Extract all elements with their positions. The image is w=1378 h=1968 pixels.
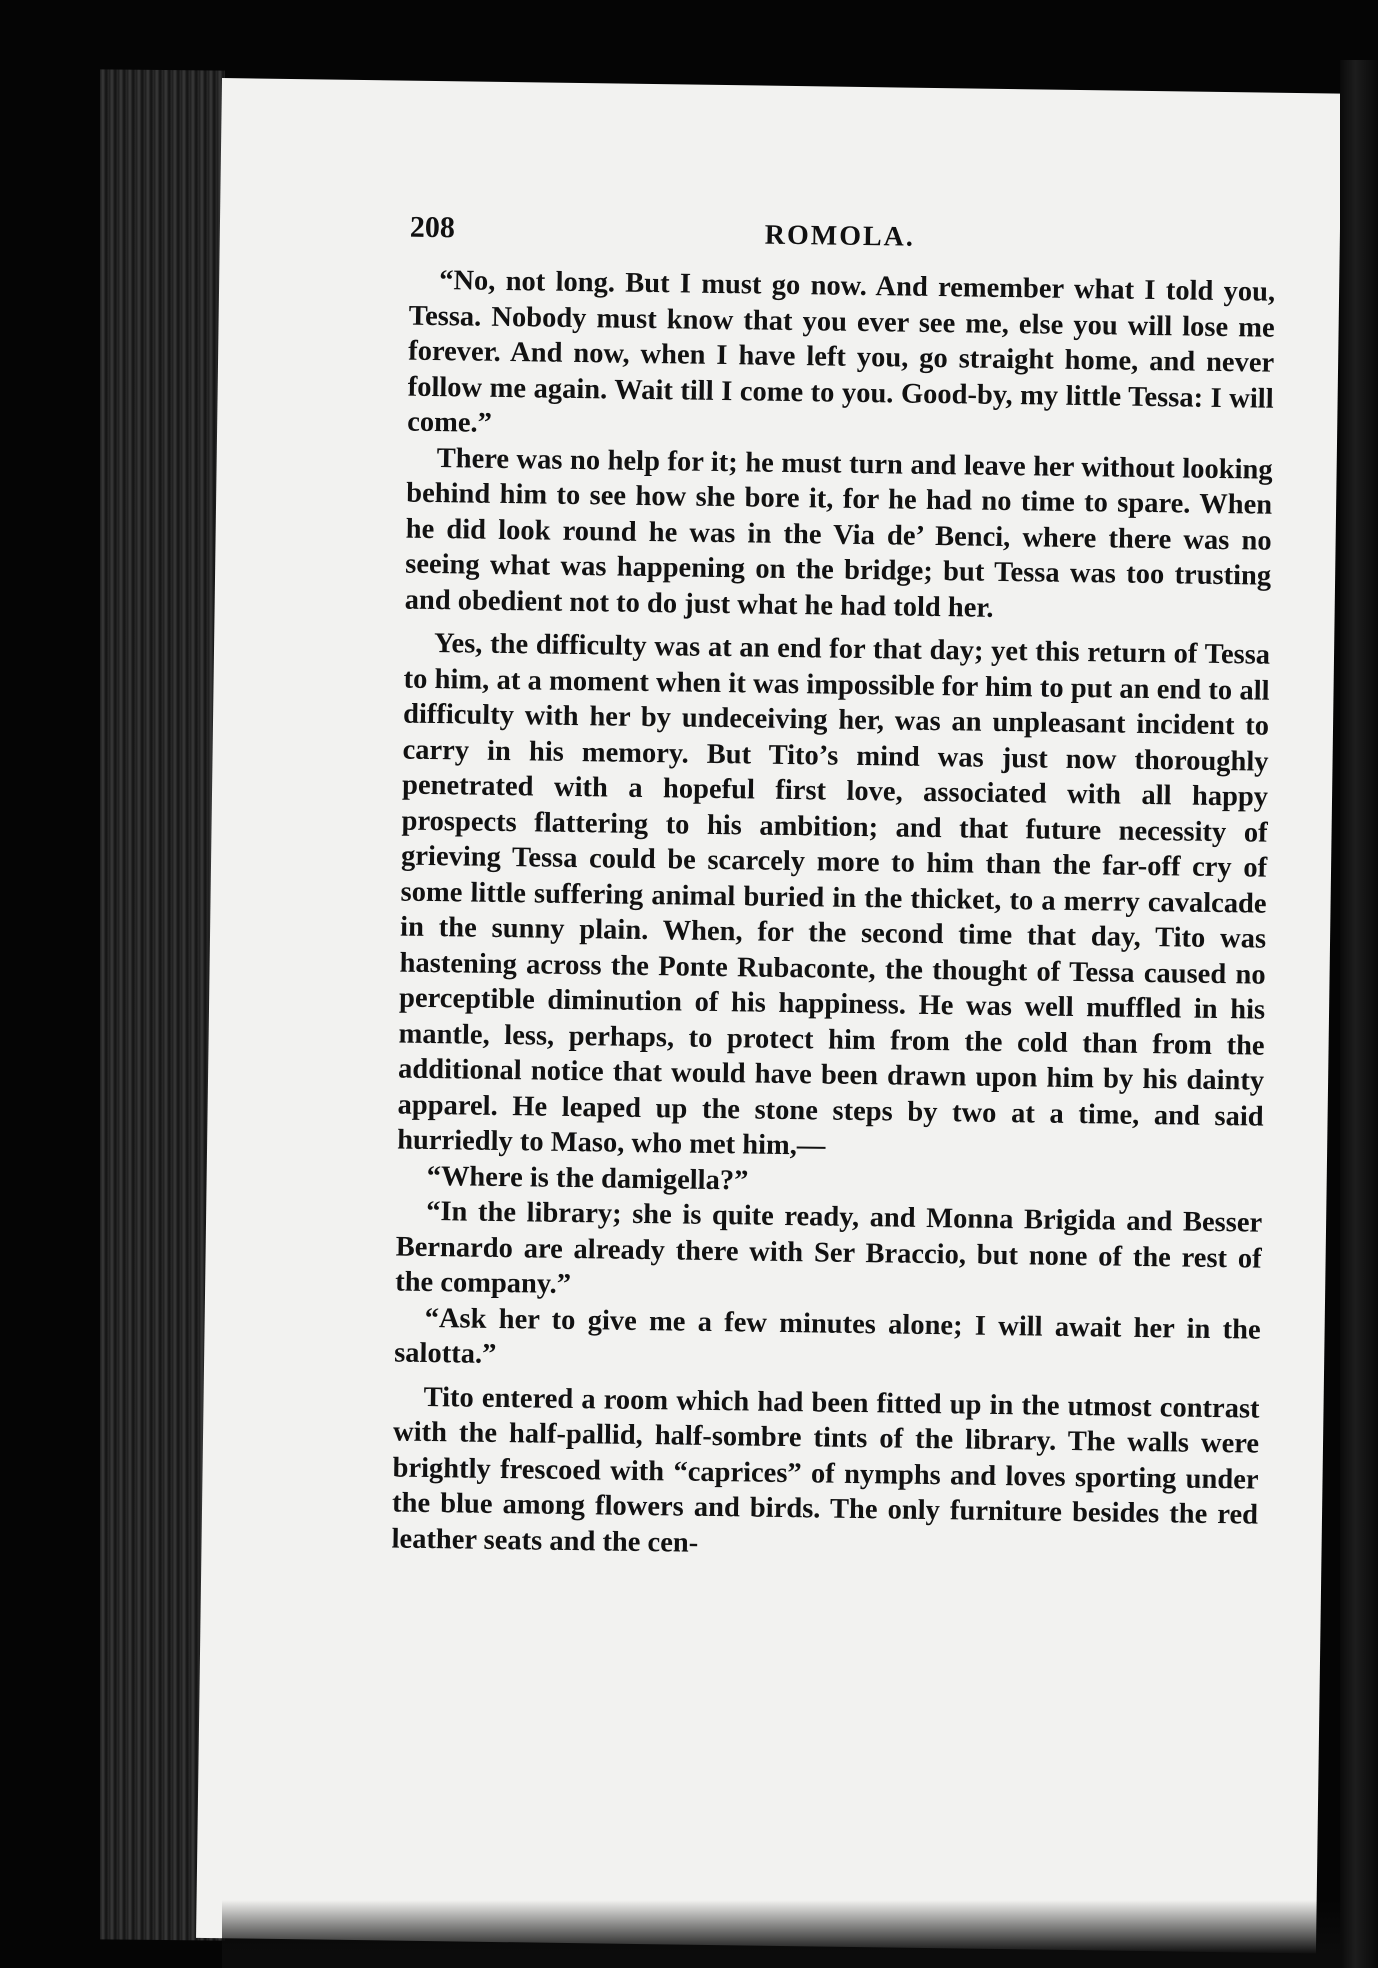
paragraph-no-help: There was no help for it; he must turn and leave her without looking behind him to see how she bore it, for he had no time to spare. When he did look round he was in the Via de’ Benci, where there was no seeing what was happening on the bridge; but Tessa was too trusting and obedient not to do just what he had told her. — [404, 442, 1273, 624]
bottom-shadow — [222, 1900, 1342, 1968]
paragraph-where-damigella: “Where is the damigella?” — [426, 1160, 749, 1196]
paragraph-ask-her: “Ask her to give me a few minutes alone; I will await her in the salotta.” — [393, 1302, 1261, 1370]
page-number: 208 — [409, 210, 456, 245]
paragraph-tito-entered: Tito entered a room which had been fitted up in the utmost contrast with the half-pallid, half-sombre tints of the library. The walls were brightly frescoed with “caprices” of nymphs and loves sporting under the blue among flowers and birds. The only furniture besides the red leather seats and the cen- — [391, 1381, 1260, 1559]
running-head — [410, 211, 1270, 263]
body-text — [391, 263, 1275, 1569]
paragraph-difficulty: Yes, the difficulty was at an end for that day; yet this return of Tessa to him, at a moment when it was impossible for him to put an end to all difficulty with her by undeceiving her, was an unpleasant incident to carry in his memory. But Tito’s mind was just now thoroughly penetrated with a hopeful first love, associated with all happy prospects flattering to his ambition; and that future necessity of grieving Tessa could be scarcely more to him than the far-off cry of some little suffering animal buried in the thicket, to a merry cavalcade in the sunny plain. When, for the second time that day, Tito was hastening across the Ponte Rubaconte, the thought of Tessa caused no perceptible diminution of his happiness. He was well muffled in his mantle, less, perhaps, to protect him from the cold than from the additional notice that would have been drawn upon him by his dainty apparel. He leaped up the stone steps by two at a time, and said hurriedly to Maso, who met him,— — [396, 628, 1271, 1162]
page-title: ROMOLA. — [764, 219, 916, 253]
right-page-edge — [1340, 60, 1378, 1968]
paragraph-dialogue-goodby: “No, not long. But I must go now. And remember what I told you, Tessa. Nobody must know that you ever see me, else you will lose me forever. And now, when I have left you, go straight home, and never follow me again. Wait till I come to you. Good-by, my little Tessa: I will come.” — [406, 265, 1276, 439]
book-page — [196, 78, 1342, 1953]
paragraph-in-library: “In the library; she is quite ready, and Monna Brigida and Besser Bernardo are already there with Ser Braccio, but none of the rest of the company.” — [394, 1195, 1263, 1300]
